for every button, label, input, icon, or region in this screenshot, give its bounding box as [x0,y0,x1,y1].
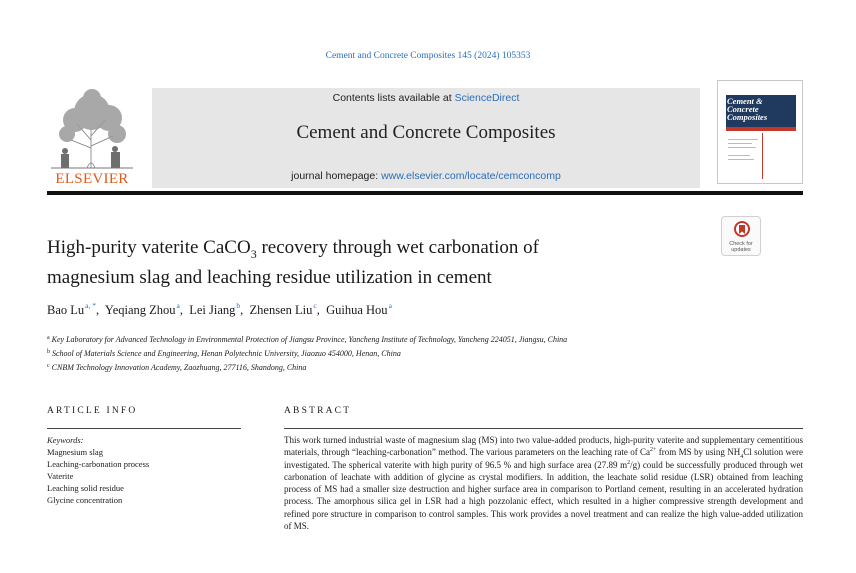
abstract-text: This work turned industrial waste of magnesium slag (MS) into two value-added products, high-purity vaterite and supplementary cementitious materials, through “leaching-carbonation” method. The various parameters on the leaching rate of $Ca^{2+}$ from MS by using $NH_4Cl$ solution were investigated. The spherical vaterite with high purity of 96.5 % and high surface area (27.89 $m^2/g$) could be successfully produced through wet carbonation of leachate with addition of glycine as crystal modifiers. In addition, the leachate solid residue (LSR) obtained from leaching process of MS had a smaller size destruction and higher surface area in comparison to Portland cement, resulting in an accelerated hydration process. The amorphous silica gel in LSR had a high pozzolanic effect, which resulted in a higher compressive strength development and refined pore structure in comparison to control samples. This work provides a novel treatment and can realize the high value-added utilization of MS. [284,435,803,532]
cover-accent-bar [726,127,796,131]
author-link[interactable]: Lei Jiang$^b$ [189,301,241,317]
affiliation-item: $^a$ Key Laboratory for Advanced Technology in Environmental Protection of Jiangsu Province, Yancheng Institute of Technology, Yancheng 224051, Jiangsu, China [47,335,568,344]
author-link[interactable]: Zhensen Liu$^c$ [249,301,317,317]
cover-title: Cement & Concrete Composites [727,96,768,122]
journal-citation[interactable]: Cement and Concrete Composites 145 (2024) 105353 [325,51,531,61]
journal-cover-thumbnail[interactable] [717,80,803,184]
bookmark-icon [734,221,750,239]
homepage-prefix: journal homepage: [291,170,382,182]
journal-name: Cement and Concrete Composites [296,122,556,143]
keyword-item[interactable]: Magnesium slag [47,447,103,457]
cover-text-line [728,147,756,148]
homepage-line [152,170,700,182]
homepage-link[interactable]: www.elsevier.com/locate/cemconcomp [381,170,561,182]
article-info-heading: ARTICLE INFO [47,406,138,416]
affiliation-item: $^c$ CNBM Technology Innovation Academy, Zaozhuang, 277116, Shandong, China [47,363,307,372]
cover-accent-line [762,133,763,179]
affiliation-item: $^b$ School of Materials Science and Engineering, Henan Polytechnic University, Jiaozuo 454000, Henan, China [47,349,401,358]
contents-line [152,92,700,104]
header-divider [47,191,803,195]
author-link[interactable]: Guihua Hou$^a$ [326,301,392,317]
sciencedirect-link[interactable]: ScienceDirect [454,92,520,104]
author-list: Bao $Lu^{a, *}$, Yeqiang Zhou$^a$, Lei Jiang$^b$, Zhensen Liu$^c$, Guihua Hou$^a$ [47,301,392,317]
affiliations [47,332,567,374]
keyword-item[interactable]: Leaching solid residue [47,483,124,493]
author-link[interactable]: Yeqiang Zhou$^a$ [104,301,180,317]
author-link[interactable]: Bao $Lu^{a, *}$ [47,301,96,317]
journal-header [152,88,700,188]
cover-text-line [728,139,758,140]
article-title: High-purity vaterite CaCO$_3$ recovery through wet carbonation of magnesium slag and leaching residue utilization in cement [47,237,539,288]
keyword-item[interactable]: Vaterite [47,471,74,481]
cover-text-line [728,159,754,160]
keywords-list [47,434,149,506]
cover-text-line [728,143,752,144]
contents-prefix: Contents lists available at [332,92,455,104]
cover-text-line [728,155,750,156]
keyword-item[interactable]: Leaching-carbonation process [47,459,150,469]
elsevier-tree-icon [47,88,137,170]
check-for-updates-button[interactable] [721,216,761,256]
abstract-divider [284,428,803,429]
article-info-divider [47,428,241,429]
keywords-label: Keywords: [47,435,84,445]
updates-label: Check for updates [729,241,753,253]
elsevier-logo[interactable] [47,88,137,188]
abstract-heading: ABSTRACT [284,406,352,416]
keyword-item[interactable]: Glycine concentration [47,495,123,505]
elsevier-wordmark: ELSEVIER [55,171,129,187]
